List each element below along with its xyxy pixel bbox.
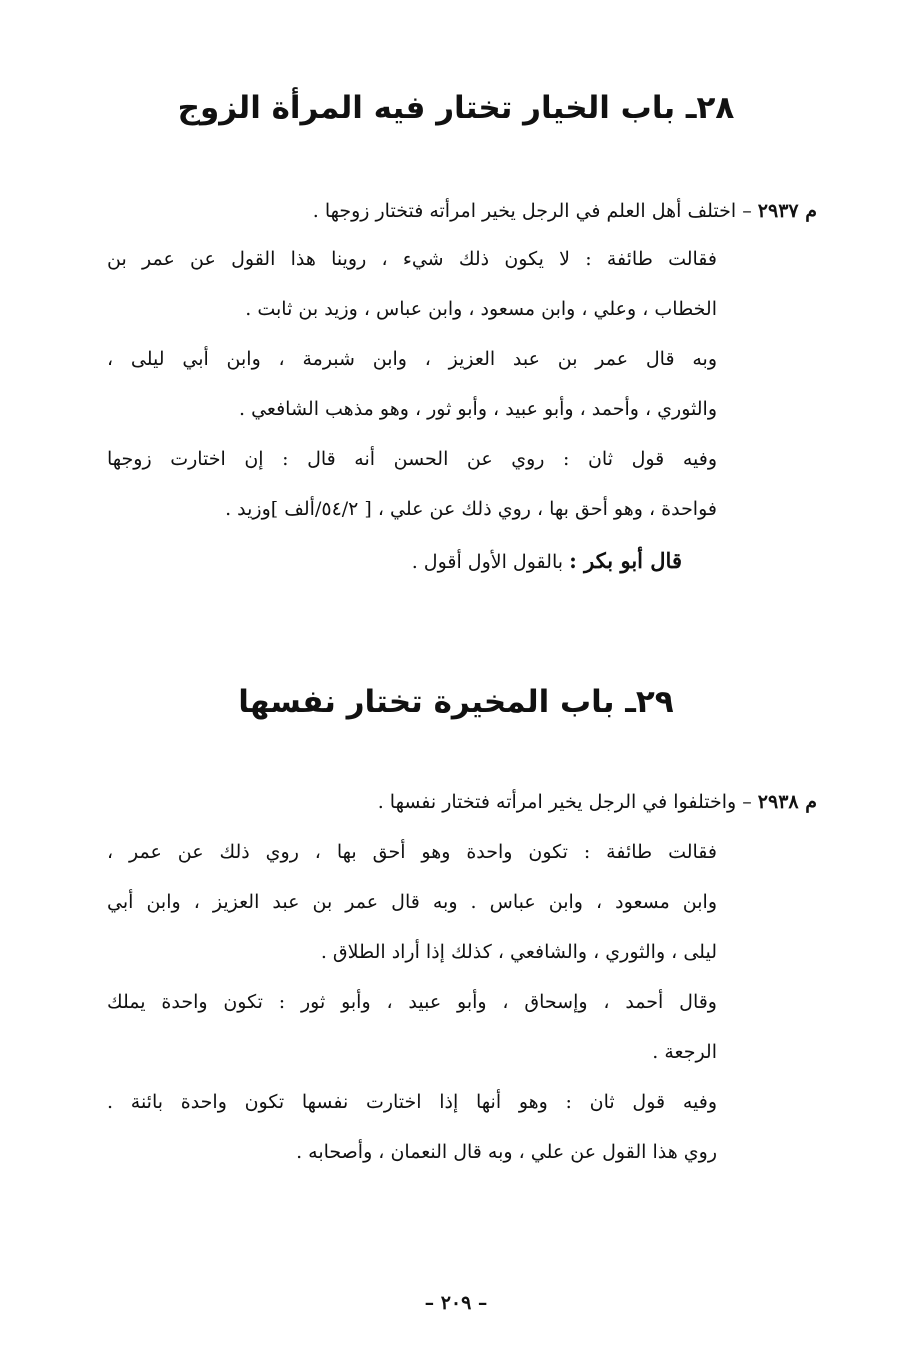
entry-number-2937: م ٢٩٣٧ [757,200,817,222]
paragraph-line: الرجعة . [652,1041,717,1063]
entry-2938-line [378,786,817,818]
entry-text-2937: – اختلف أهل العلم في الرجل يخير امرأته فتختار زوجها . [312,200,758,222]
paragraph-line: وابن مسعود ، وابن عباس . وبه قال عمر بن عبد العزيز ، وابن أبي [107,891,717,913]
paragraph-line: الخطاب ، وعلي ، وابن مسعود ، وابن عباس ، وزيد بن ثابت . [245,298,717,320]
paragraph-line: وبه قال عمر بن عبد العزيز ، وابن شبرمة ، وابن أبي ليلى ، [107,348,717,370]
paragraph-line: ليلى ، والثوري ، والشافعي ، كذلك إذا أراد الطلاق . [320,941,717,963]
paragraph-line: فقالت طائفة : تكون واحدة وهو أحق بها ، روي ذلك عن عمر ، [107,841,717,863]
entry-text-2938: – واختلفوا في الرجل يخير امرأته فتختار نفسها . [377,791,758,813]
paragraph-line: والثوري ، وأحمد ، وأبو عبيد ، وأبو ثور ، وهو مذهب الشافعي . [239,398,717,420]
paragraph-line: فقالت طائفة : لا يكون ذلك شيء ، روينا هذا القول عن عمر بن [107,248,717,270]
paragraph-line: وقال أحمد ، وإسحاق ، وأبو عبيد ، وأبو ثور : تكون واحدة يملك [107,991,717,1013]
closing-speaker: قال أبو بكر : [569,548,682,573]
paragraph-line: وفيه قول ثان : وهو أنها إذا اختارت نفسها تكون واحدة بائنة . [107,1091,717,1113]
closing-statement [412,545,682,578]
entry-number-2938: م ٢٩٣٨ [757,791,817,813]
section-heading-29: ٢٩ـ باب المخيرة تختار نفسها [238,684,674,720]
paragraph-line: روي هذا القول عن علي ، وبه قال النعمان ، وأصحابه . [296,1141,717,1163]
section-heading-28: ٢٨ـ باب الخيار تختار فيه المرأة الزوج [177,90,735,126]
paragraph-line: وفيه قول ثان : روي عن الحسن أنه قال : إن اختارت زوجها [107,448,717,470]
paragraph-line: فواحدة ، وهو أحق بها ، روي ذلك عن علي ، [ ٥٤/٢/ألف ]وزيد . [225,498,717,520]
page-number: – ٢٠٩ – [424,1292,488,1314]
entry-2937-line [313,195,817,227]
closing-text: بالقول الأول أقول . [411,551,570,573]
